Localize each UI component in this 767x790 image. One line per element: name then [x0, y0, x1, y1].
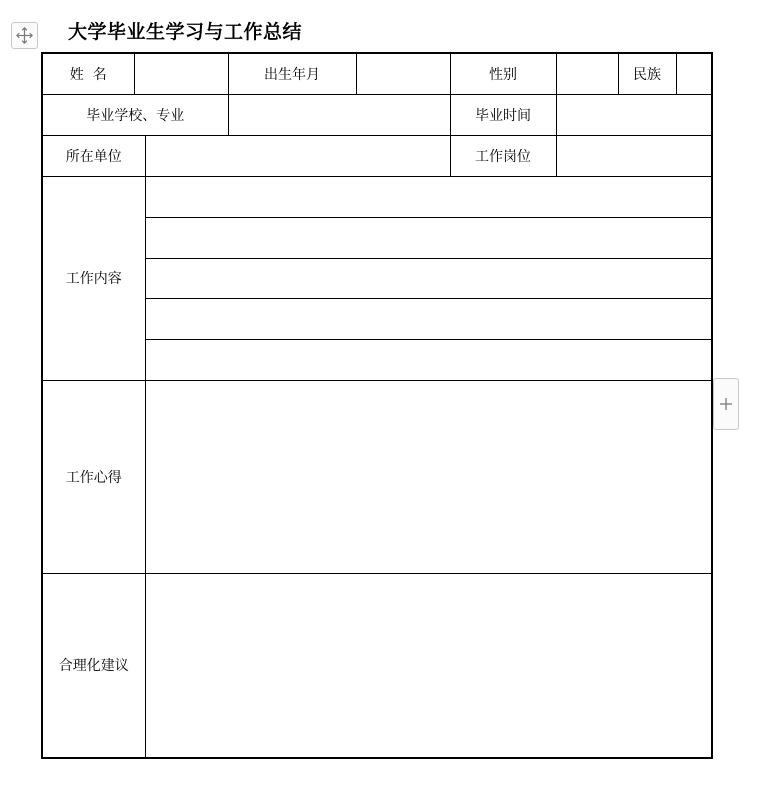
birth-value-cell[interactable]: [356, 53, 450, 94]
name-value-cell[interactable]: [134, 53, 228, 94]
work-content-lines: [145, 176, 712, 380]
post-label: 工作岗位: [450, 135, 556, 176]
grad-time-value-cell[interactable]: [556, 94, 712, 135]
work-experience-label: 工作心得: [42, 380, 145, 573]
suggestions-label: 合理化建议: [42, 573, 145, 758]
name-label: 姓 名: [42, 53, 134, 94]
unit-value-cell[interactable]: [145, 135, 450, 176]
unit-label: 所在单位: [42, 135, 145, 176]
summary-form-table: [41, 52, 713, 759]
suggestions-value-cell[interactable]: [145, 573, 712, 758]
gender-value-cell[interactable]: [556, 53, 618, 94]
work-content-line[interactable]: [146, 177, 712, 218]
add-row-button[interactable]: [713, 378, 739, 430]
work-content-label: 工作内容: [42, 176, 145, 380]
work-content-line[interactable]: [146, 340, 712, 380]
birth-label: 出生年月: [228, 53, 356, 94]
school-major-label: 毕业学校、专业: [42, 94, 228, 135]
gender-label: 性别: [450, 53, 556, 94]
move-arrows-icon: [15, 26, 34, 45]
work-experience-value-cell[interactable]: [145, 380, 712, 573]
document-title: 大学毕业生学习与工作总结: [68, 21, 303, 43]
ethnicity-label: 民族: [618, 53, 676, 94]
plus-icon: [719, 397, 733, 411]
work-content-line[interactable]: [146, 259, 712, 299]
grad-time-label: 毕业时间: [450, 94, 556, 135]
post-value-cell[interactable]: [556, 135, 712, 176]
work-content-line[interactable]: [146, 218, 712, 259]
school-major-value-cell[interactable]: [228, 94, 450, 135]
work-content-line[interactable]: [146, 299, 712, 340]
ethnicity-value-cell[interactable]: [676, 53, 712, 94]
table-move-handle[interactable]: [11, 22, 38, 49]
